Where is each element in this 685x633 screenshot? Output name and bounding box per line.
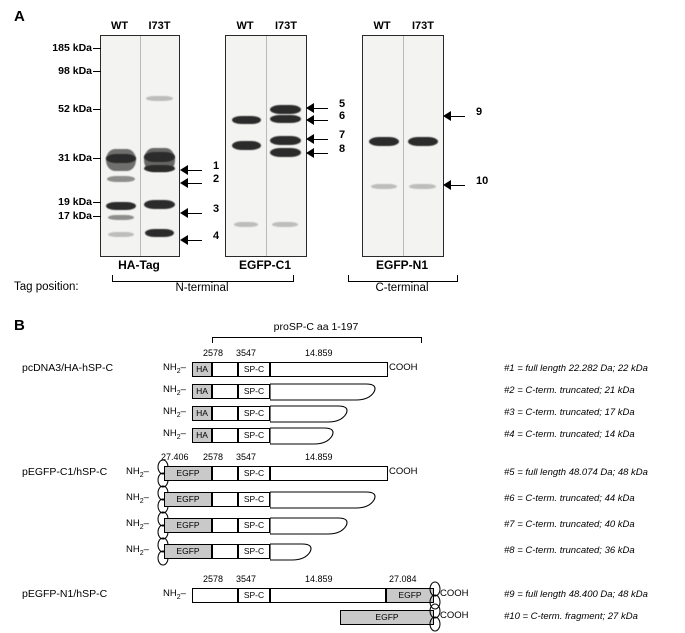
spc-segment — [238, 428, 270, 443]
mw-label: 98 kDa — [58, 65, 92, 77]
band-arrow — [308, 115, 336, 125]
spacer-segment — [212, 406, 238, 421]
band-arrow — [308, 103, 336, 113]
truncated-tail — [270, 427, 336, 445]
band — [144, 165, 175, 172]
tag-group-bracket — [348, 275, 458, 282]
egfp-segment — [164, 518, 212, 533]
aa-number-2578: 2578 — [203, 348, 224, 358]
construct-description: #5 = full length 48.074 Da; 48 kDa — [504, 467, 648, 478]
aa-number-14859: 14.859 — [305, 452, 333, 462]
egfp-fragment-segment — [340, 610, 434, 625]
spc-text: SP-C — [243, 494, 265, 504]
aa-number-3547: 3547 — [236, 348, 257, 358]
spacer-segment — [212, 384, 238, 399]
prosp-c-label: proSP-C aa 1-197 — [273, 321, 359, 333]
panel-b-letter: B — [14, 317, 25, 334]
spacer-segment — [212, 492, 238, 507]
c-terminal-segment — [270, 466, 388, 481]
mw-tick — [93, 48, 101, 49]
band — [270, 115, 301, 123]
spacer-segment — [192, 588, 238, 603]
truncated-tail — [270, 383, 378, 401]
egfp-segment — [386, 588, 434, 603]
aa-number-14859: 14.859 — [305, 348, 333, 358]
spc-segment — [238, 466, 270, 481]
spc-text: SP-C — [243, 520, 265, 530]
band — [369, 137, 399, 146]
construct-description: #6 = C-term. truncated; 44 kDa — [504, 493, 635, 504]
tag-group-c-terminal: C-terminal — [375, 282, 429, 294]
n-terminus-label: $NH_2-$ — [163, 588, 186, 601]
egfp-text: EGFP — [176, 520, 200, 530]
spc-text: SP-C — [243, 430, 265, 440]
n-terminus-label: $NH_2-$ — [126, 492, 149, 505]
band-number: 1 — [213, 160, 220, 172]
band — [106, 154, 136, 163]
construct-description: #10 = C-term. fragment; 27 kDa — [504, 611, 638, 622]
aa-number-2578: 2578 — [203, 452, 224, 462]
mw-label: 185 kDa — [52, 42, 92, 54]
band — [270, 148, 301, 157]
n-terminus-label: $NH_2-$ — [126, 518, 149, 531]
band — [108, 232, 134, 237]
mw-tick — [93, 216, 101, 217]
blot-egfp-c1 — [225, 35, 307, 257]
aa-number-14859: 14.859 — [305, 574, 333, 584]
band-arrow — [445, 180, 473, 190]
egfp-text: EGFP — [176, 468, 200, 478]
band-number: 9 — [476, 106, 483, 118]
band — [108, 215, 134, 220]
n-terminus-label: $NH_2-$ — [163, 428, 186, 441]
construct-description: #8 = C-term. truncated; 36 kDa — [504, 545, 635, 556]
spacer-segment — [212, 362, 238, 377]
blot-title-egfp-n1: EGFP-N1 — [375, 258, 428, 272]
band-arrow — [182, 165, 210, 175]
mw-label: 17 kDa — [58, 210, 92, 222]
mw-tick — [93, 71, 101, 72]
band-number: 10 — [476, 175, 489, 187]
egfp-text: EGFP — [398, 590, 422, 600]
c-terminus-label: COOH — [389, 362, 418, 373]
n-terminus-label: $NH_2-$ — [163, 384, 186, 397]
spacer-segment — [212, 428, 238, 443]
band-number: 6 — [339, 110, 346, 122]
band — [408, 137, 438, 146]
band-arrow — [182, 235, 210, 245]
mw-label: 19 kDa — [58, 196, 92, 208]
egfp-segment — [164, 492, 212, 507]
spc-segment — [238, 384, 270, 399]
construct-description: #1 = full length 22.282 Da; 22 kDa — [504, 363, 648, 374]
construct-description: #2 = C-term. truncated; 21 kDa — [504, 385, 635, 396]
band — [106, 202, 136, 210]
ha-tag-text: HA — [196, 430, 208, 440]
band-number: 5 — [339, 98, 346, 110]
ha-tag-segment — [192, 428, 212, 443]
band-arrow — [308, 134, 336, 144]
spc-segment — [238, 588, 270, 603]
n-terminus-label: $NH_2-$ — [163, 362, 186, 375]
ha-tag-text: HA — [196, 408, 208, 418]
lane-label-wt: WT — [373, 20, 391, 32]
band — [145, 229, 174, 237]
lane-label-wt: WT — [236, 20, 254, 32]
tag-position-label: Tag position: — [14, 281, 79, 293]
ha-tag-segment — [192, 362, 212, 377]
mw-label: 52 kDa — [58, 103, 92, 115]
aa-number-2578: 2578 — [203, 574, 224, 584]
construct-name-pegfp-c1: pEGFP-C1/hSP-C — [22, 466, 108, 478]
c-terminus-label: COOH — [389, 466, 418, 477]
spacer-segment — [212, 466, 238, 481]
prosp-c-bracket — [212, 337, 422, 343]
band — [107, 176, 135, 182]
spc-text: SP-C — [243, 468, 265, 478]
egfp-text: EGFP — [375, 612, 399, 622]
aa-number-27084: 27.084 — [389, 574, 417, 584]
band — [371, 184, 397, 189]
lane-label-i73t: I73T — [274, 20, 297, 32]
construct-name-pcdna3: pcDNA3/HA-hSP-C — [22, 362, 114, 374]
n-terminus-label: $NH_2-$ — [163, 406, 186, 419]
spc-segment — [238, 406, 270, 421]
band-arrow — [182, 208, 210, 218]
blot-egfp-n1 — [362, 35, 444, 257]
c-terminus-label: COOH — [440, 610, 469, 621]
band-number: 8 — [339, 143, 346, 155]
lane-label-i73t: I73T — [148, 20, 171, 32]
spc-text: SP-C — [243, 590, 265, 600]
truncated-tail — [270, 405, 350, 423]
band-arrow — [445, 111, 473, 121]
band — [272, 222, 298, 227]
band — [144, 200, 175, 209]
mw-tick — [93, 158, 101, 159]
tag-group-n-terminal: N-terminal — [175, 282, 229, 294]
c-terminal-segment — [270, 362, 388, 377]
truncated-tail — [270, 517, 350, 535]
lane-label-i73t: I73T — [411, 20, 434, 32]
spc-text: SP-C — [243, 546, 265, 556]
c-terminal-segment — [270, 588, 386, 603]
band-number: 2 — [213, 173, 220, 185]
egfp-segment — [164, 466, 212, 481]
band-arrow — [182, 178, 210, 188]
blot-ha-tag — [100, 35, 180, 257]
construct-description: #9 = full length 48.400 Da; 48 kDa — [504, 589, 648, 600]
band — [234, 222, 258, 227]
spc-segment — [238, 544, 270, 559]
spc-segment — [238, 518, 270, 533]
spacer-segment — [212, 544, 238, 559]
band — [144, 152, 175, 162]
band-number: 4 — [213, 230, 220, 242]
spc-segment — [238, 362, 270, 377]
ha-tag-text: HA — [196, 386, 208, 396]
band — [270, 105, 301, 114]
band — [232, 116, 261, 124]
aa-number-27406: 27.406 — [161, 452, 189, 462]
n-terminus-label: $NH_2-$ — [126, 466, 149, 479]
spc-text: SP-C — [243, 408, 265, 418]
blot-title-ha-tag: HA-Tag — [118, 258, 160, 272]
band-number: 3 — [213, 203, 220, 215]
lane-label-wt: WT — [110, 20, 129, 32]
panel-a-letter: A — [14, 8, 25, 25]
aa-number-3547: 3547 — [236, 452, 257, 462]
construct-description: #4 = C-term. truncated; 14 kDa — [504, 429, 635, 440]
c-terminus-label: COOH — [440, 588, 469, 599]
spc-text: SP-C — [243, 386, 265, 396]
band — [270, 136, 301, 145]
lane-divider — [140, 36, 141, 256]
egfp-text: EGFP — [176, 494, 200, 504]
tag-group-bracket — [112, 275, 294, 282]
truncated-tail — [270, 491, 378, 509]
truncated-tail — [270, 543, 314, 561]
construct-description: #7 = C-term. truncated; 40 kDa — [504, 519, 635, 530]
band — [146, 96, 173, 101]
spc-text: SP-C — [243, 364, 265, 374]
ha-tag-segment — [192, 406, 212, 421]
ha-tag-text: HA — [196, 364, 208, 374]
mw-tick — [93, 109, 101, 110]
blot-title-egfp-c1: EGFP-C1 — [238, 258, 291, 272]
ha-tag-segment — [192, 384, 212, 399]
egfp-text: EGFP — [176, 546, 200, 556]
band-number: 7 — [339, 129, 346, 141]
band-arrow — [308, 148, 336, 158]
n-terminus-label: $NH_2-$ — [126, 544, 149, 557]
lane-divider — [266, 36, 267, 256]
spc-segment — [238, 492, 270, 507]
mw-tick — [93, 202, 101, 203]
lane-divider — [403, 36, 404, 256]
construct-description: #3 = C-term. truncated; 17 kDa — [504, 407, 635, 418]
band — [409, 184, 436, 189]
spacer-segment — [212, 518, 238, 533]
egfp-segment — [164, 544, 212, 559]
band — [232, 141, 261, 150]
aa-number-3547: 3547 — [236, 574, 257, 584]
mw-label: 31 kDa — [58, 152, 92, 164]
construct-name-pegfp-n1: pEGFP-N1/hSP-C — [22, 588, 108, 600]
